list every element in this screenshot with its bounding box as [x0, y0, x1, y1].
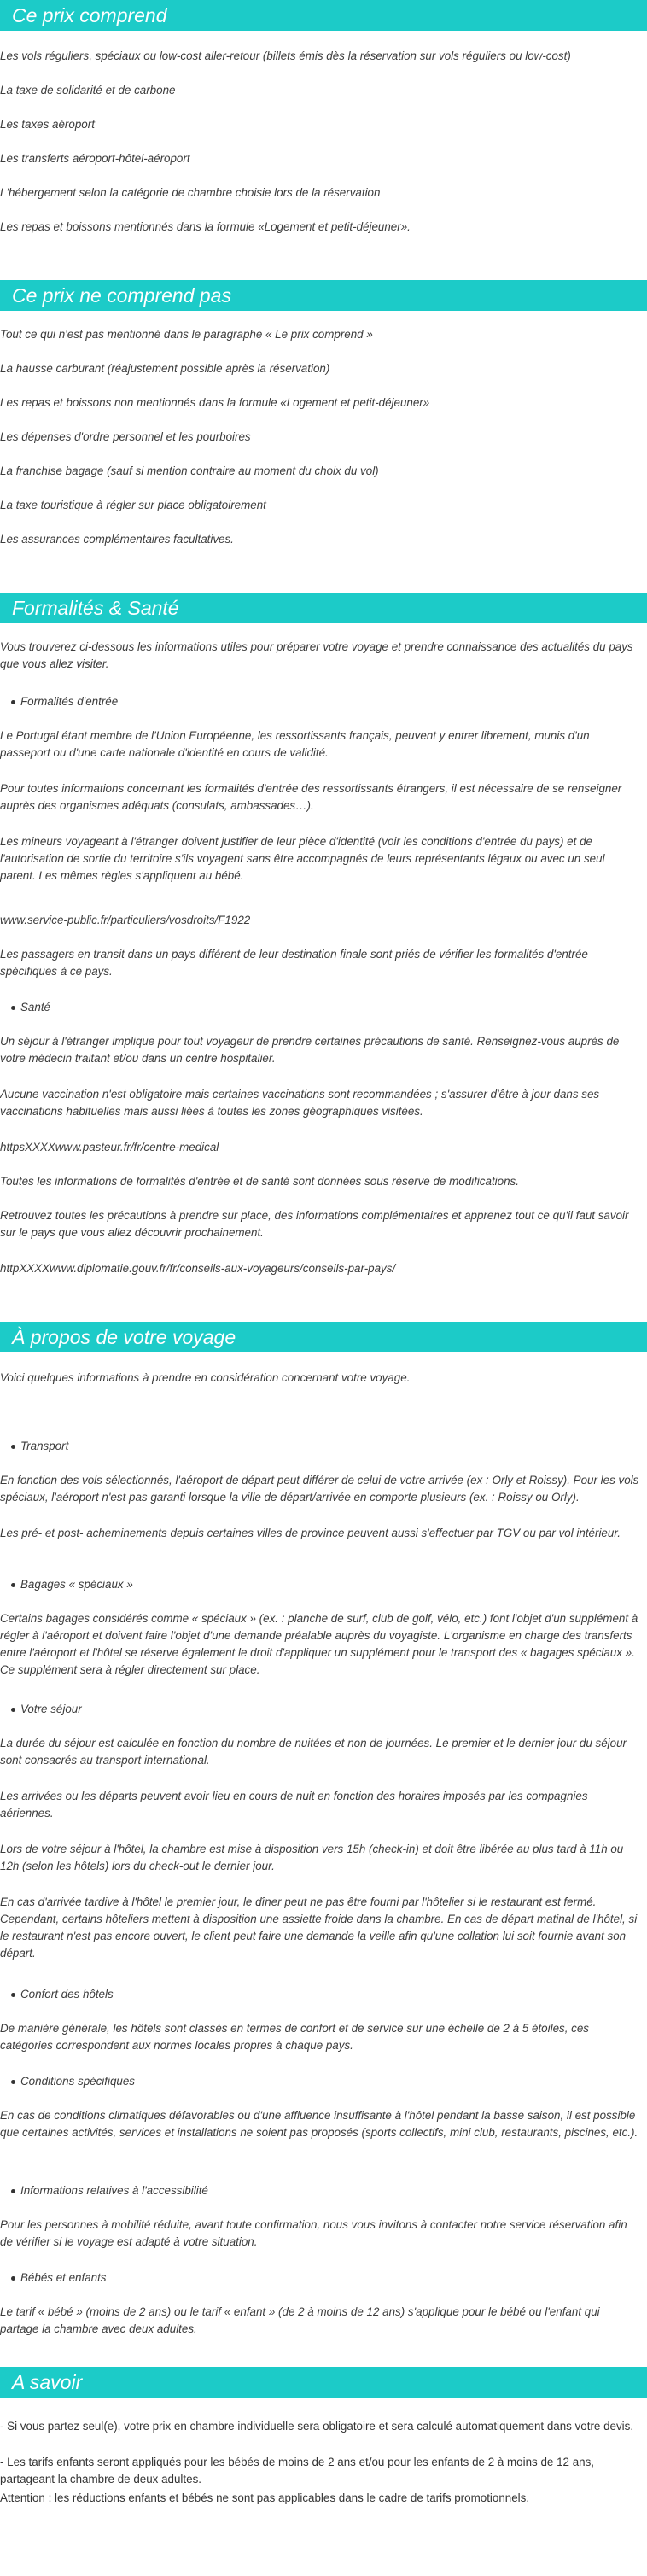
paragraph: Les mineurs voyageant à l'étranger doivent justifier de leur pièce d'identité (voir les conditions d'entrée du pays) et de l'autorisation de sortie du territoire s'ils voyagent sans être accompagnés de leurs représentants légaux ou avec un seul parent. Les mêmes règles s'appliquent au bébé. — [0, 835, 605, 882]
paragraph: Les pré- et post- acheminements depuis certaines villes de province peuvent aussi s'effectuer par TGV ou par vol intérieur. — [0, 1527, 621, 1539]
bullet-formalites-entree: Formalités d'entrée — [20, 693, 118, 710]
list-item: La franchise bagage (sauf si mention contraire au moment du choix du vol) — [0, 464, 379, 477]
bullet-sante: Santé — [20, 999, 50, 1016]
bullet-sejour: Votre séjour — [20, 1701, 82, 1718]
section-header-prix-ne-comprend-pas: Ce prix ne comprend pas — [0, 280, 647, 311]
paragraph: Vous trouverez ci-dessous les informations utiles pour préparer votre voyage et prendre connaissance des actualités du pays que vous allez visiter. — [0, 640, 633, 670]
section-header-prix-comprend: Ce prix comprend — [0, 0, 647, 31]
paragraph: Aucune vaccination n'est obligatoire mais certaines vaccinations sont recommandées ; s'assurer d'être à jour dans ses vaccinations habituelles mais aussi liées à toutes les zones géographiques visitées. — [0, 1088, 600, 1118]
list-item: Les assurances complémentaires facultatives. — [0, 533, 234, 546]
paragraph: En cas de conditions climatiques défavorables ou d'une affluence insuffisante à l'hôtel pendant la basse saison, il est possible que certaines activités, services et installations ne soient pas proposés (sports collectifs, mini club, restaurants, piscines, etc.). — [0, 2109, 638, 2139]
bullet-bagages: Bagages « spéciaux » — [20, 1576, 133, 1593]
list-item: La taxe touristique à régler sur place obligatoirement — [0, 499, 266, 511]
note-line: - Les tarifs enfants seront appliqués pour les bébés de moins de 2 ans et/ou pour les enfants de 2 à moins de 12 ans, partageant la chambre de deux adultes. — [0, 2456, 595, 2485]
bullet-bebes-enfants: Bébés et enfants — [20, 2269, 107, 2287]
paragraph: Les passagers en transit dans un pays différent de leur destination finale sont priés de vérifier les formalités d'entrée spécifiques à ce pays. — [0, 948, 588, 978]
link-pasteur[interactable]: httpsXXXXwww.pasteur.fr/fr/centre-medical — [0, 1141, 219, 1154]
paragraph: En cas d'arrivée tardive à l'hôtel le premier jour, le dîner peut ne pas être fourni par l'hôtelier si le restaurant est fermé. Cependant, certains hôteliers mettent à disposition une assiette froide dans la chambre. En cas de départ matinal de l'hôtel, si le restaurant n'est pas encore ouvert, le client peut faire une demande la veille afin qu'une collation lui soit fournie avant son départ. — [0, 1895, 638, 1960]
list-item: Les repas et boissons non mentionnés dans la formule «Logement et petit-déjeuner» — [0, 396, 430, 409]
list-item: Les dépenses d'ordre personnel et les pourboires — [0, 430, 251, 443]
paragraph: Un séjour à l'étranger implique pour tout voyageur de prendre certaines précautions de santé. Renseignez-vous auprès de votre médecin traitant et/ou dans un centre hospitalier. — [0, 1035, 620, 1065]
note-line: - Si vous partez seul(e), votre prix en chambre individuelle sera obligatoire et sera calculé automatiquement dans votre devis. — [0, 2420, 634, 2433]
note-line: Attention : les réductions enfants et bébés ne sont pas applicables dans le cadre de tarifs promotionnels. — [0, 2491, 530, 2504]
list-item: L'hébergement selon la catégorie de chambre choisie lors de la réservation — [0, 186, 381, 199]
section-header-formalites-sante: Formalités & Santé — [0, 593, 647, 623]
list-item: La taxe de solidarité et de carbone — [0, 84, 176, 96]
list-item: La hausse carburant (réajustement possible après la réservation) — [0, 362, 330, 375]
link-service-public[interactable]: www.service-public.fr/particuliers/vosdroits/F1922 — [0, 914, 251, 926]
section-header-a-propos: À propos de votre voyage — [0, 1322, 647, 1352]
paragraph: De manière générale, les hôtels sont classés en termes de confort et de service sur une échelle de 2 à 5 étoiles, ces catégories correspondent aux normes locales propres à chaque pays. — [0, 2022, 589, 2052]
list-item: Les taxes aéroport — [0, 118, 95, 131]
paragraph: La durée du séjour est calculée en fonction du nombre de nuitées et non de journées. Le premier et le dernier jour du séjour sont consacrés au transport international. — [0, 1737, 627, 1767]
bullet-accessibilite: Informations relatives à l'accessibilité — [20, 2182, 208, 2199]
section-header-a-savoir: A savoir — [0, 2367, 647, 2398]
paragraph: Pour les personnes à mobilité réduite, avant toute confirmation, nous vous invitons à contacter notre service réservation afin de vérifier si le voyage est adapté à votre situation. — [0, 2218, 627, 2248]
list-item: Les repas et boissons mentionnés dans la formule «Logement et petit-déjeuner». — [0, 220, 411, 233]
paragraph: Le Portugal étant membre de l'Union Européenne, les ressortissants français, peuvent y entrer librement, munis d'un passeport ou d'une carte nationale d'identité en cours de validité. — [0, 729, 590, 759]
paragraph: Le tarif « bébé » (moins de 2 ans) ou le tarif « enfant » (de 2 à moins de 12 ans) s'applique pour le bébé ou l'enfant qui partage la chambre avec deux adultes. — [0, 2305, 600, 2335]
paragraph: Les arrivées ou les départs peuvent avoir lieu en cours de nuit en fonction des horaires imposés par les compagnies aériennes. — [0, 1790, 588, 1820]
link-diplomatie[interactable]: httpXXXXwww.diplomatie.gouv.fr/fr/conseils-aux-voyageurs/conseils-par-pays/ — [0, 1262, 396, 1275]
bullet-conditions: Conditions spécifiques — [20, 2073, 135, 2090]
list-item: Les vols réguliers, spéciaux ou low-cost aller-retour (billets émis dès la réservation sur vols réguliers ou low-cost) — [0, 50, 571, 62]
paragraph: En fonction des vols sélectionnés, l'aéroport de départ peut différer de celui de votre arrivée (ex : Orly et Roissy). Pour les vols spéciaux, l'aéroport n'est pas garanti lorsque la ville de départ/arrivée en comporte plusieurs (ex. : Roissy ou Orly). — [0, 1474, 639, 1504]
paragraph: Pour toutes informations concernant les formalités d'entrée des ressortissants étrangers, il est nécessaire de se renseigner auprès des organismes adéquats (consulats, ambassades…). — [0, 782, 622, 812]
list-item: Tout ce qui n'est pas mentionné dans le paragraphe « Le prix comprend » — [0, 328, 373, 341]
paragraph: Retrouvez toutes les précautions à prendre sur place, des informations complémentaires et apprenez tout ce qu'il faut savoir sur le pays que vous allez découvrir prochainement. — [0, 1209, 629, 1239]
paragraph: Voici quelques informations à prendre en considération concernant votre voyage. — [0, 1371, 411, 1384]
paragraph: Toutes les informations de formalités d'entrée et de santé sont données sous réserve de modifications. — [0, 1175, 519, 1188]
list-item: Les transferts aéroport-hôtel-aéroport — [0, 152, 190, 165]
bullet-transport: Transport — [20, 1438, 68, 1455]
paragraph: Certains bagages considérés comme « spéciaux » (ex. : planche de surf, club de golf, vélo, etc.) font l'objet d'un supplément à régler à l'aéroport et doivent faire l'objet d'une demande préalable auprès du voyagiste. L'organisme en charge des transferts entre l'aéroport et l'hôtel se réserve également le droit d'appliquer un supplément pour le transport des « bagages spéciaux ». Ce supplément sera à régler directement sur place. — [0, 1612, 638, 1676]
bullet-confort: Confort des hôtels — [20, 1986, 114, 2003]
paragraph: Lors de votre séjour à l'hôtel, la chambre est mise à disposition vers 15h (check-in) et doit être libérée au plus tard à 11h ou 12h (selon les hôtels) lors du check-out le dernier jour. — [0, 1843, 624, 1872]
